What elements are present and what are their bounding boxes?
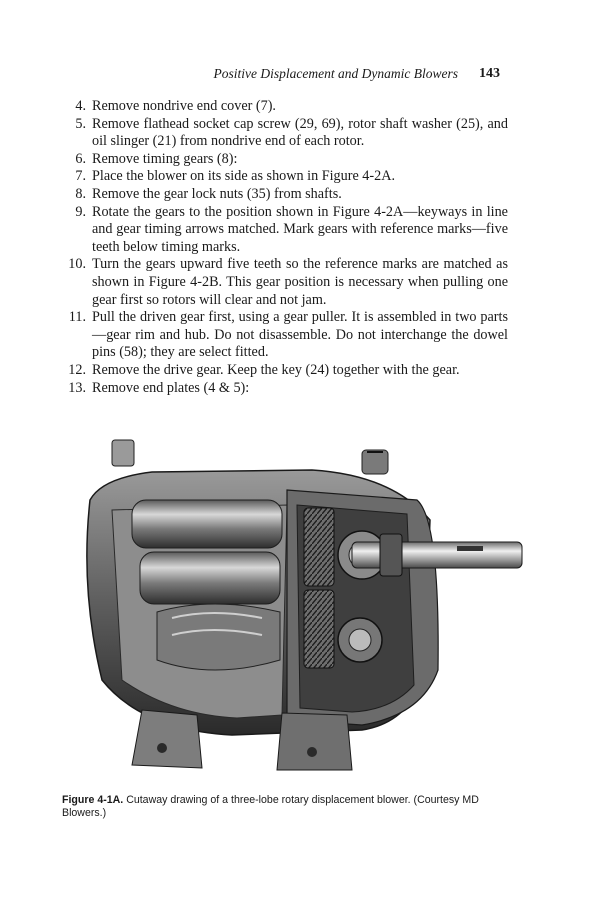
step-text: Place the blower on its side as shown in Figure 4-2A. [92,168,396,185]
step-item [58,362,508,380]
figure-caption [62,794,522,820]
step-number: 4. [75,98,86,114]
step-number: 6. [75,150,86,167]
step-text: Rotate the gears to the position shown in Figure 4-2A—keyways in line and gear timing arrows matched. Mark gears with reference marks—five teeth below timing marks. [92,203,508,255]
step-number: 11. [68,309,86,326]
step-text: Remove nondrive end cover (7). [92,98,276,114]
step-number: 8. [75,185,86,202]
step-number: 5. [75,115,86,132]
figure-label: Figure 4-1A. [62,794,124,806]
step-item [58,256,508,309]
step-number: 13. [68,379,86,396]
step-item [58,168,508,186]
step-text: Remove the drive gear. Keep the key (24) together with the gear. [92,361,460,378]
blower-cutaway-illustration [62,430,532,785]
step-number: 9. [75,203,86,220]
step-number: 12. [68,361,86,378]
running-title: Positive Displacement and Dynamic Blowers [213,66,458,81]
blower-cutaway-figure [62,430,532,785]
step-item [58,186,508,204]
step-number: 7. [75,168,86,185]
page-header [0,66,598,86]
step-text: Pull the driven gear first, using a gear puller. It is assembled in two parts—gear rim and hub. Do not disassemble. Do not interchange the dowel pins (58); they are select fitted. [92,309,508,361]
step-item [58,116,508,151]
step-text: Remove flathead socket cap screw (29, 69), rotor shaft washer (25), and oil slinger (21) from nondrive end of each rotor. [92,115,508,150]
step-item [58,309,508,362]
caption-text: Cutaway drawing of a three-lobe rotary displacement blower. (Courtesy MD Blowers.) [62,794,479,819]
step-item [58,151,508,169]
procedure-steps [58,98,508,397]
step-text: Remove the gear lock nuts (35) from shafts. [92,185,342,202]
step-number: 10. [68,256,86,273]
step-item [58,380,508,398]
step-text: Remove end plates (4 & 5): [92,379,250,396]
step-item [58,98,508,116]
step-text: Turn the gears upward five teeth so the reference marks are matched as shown in Figure 4-2B. This gear position is necessary when pulling one gear first so rotors will clear and not jam. [92,256,508,308]
page-number: 143 [479,66,500,81]
step-item [58,204,508,257]
step-text: Remove timing gears (8): [92,150,238,167]
